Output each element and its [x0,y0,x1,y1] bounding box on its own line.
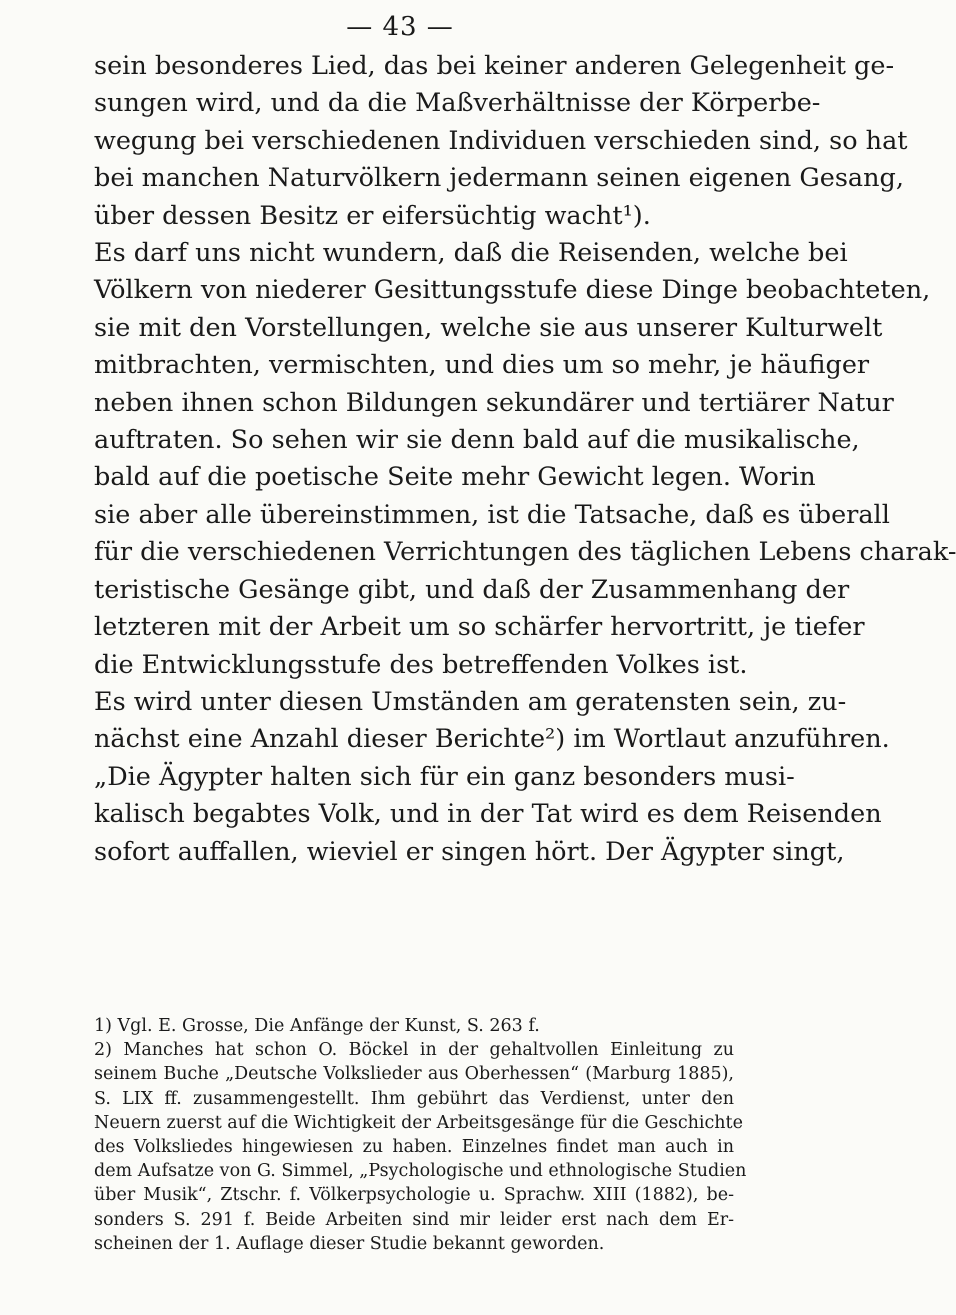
text-line: die Entwicklungsstufe des betreffenden Volkes ist. [94,649,748,680]
text-line: auftraten. So sehen wir sie denn bald auf die musikalische, [94,425,860,456]
text-line: Es wird unter diesen Umständen am geratensten sein, zu- [94,686,847,717]
text-line: bei manchen Naturvölkern jedermann seinen eigenen Gesang, [94,163,904,194]
text-line: nächst eine Anzahl dieser Berichte²) im Wortlaut anzuführen. [94,724,890,755]
text-line: sie aber alle übereinstimmen, ist die Tatsache, daß es überall [94,499,890,530]
footnote-line: sonders S. 291 f. Beide Arbeiten sind mir leider erst nach dem Er- [94,1209,734,1230]
main-text [94,48,956,871]
text-line: Es darf uns nicht wundern, daß die Reisenden, welche bei [94,238,848,269]
text-line: wegung bei verschiedenen Individuen verschieden sind, so hat [94,125,908,156]
text-line: teristische Gesänge gibt, und daß der Zusammenhang der [94,574,850,605]
footnotes [94,1014,747,1256]
text-line: sie mit den Vorstellungen, welche sie aus unserer Kulturwelt [94,312,883,343]
text-line: mitbrachten, vermischten, und dies um so mehr, je häufiger [94,350,870,381]
text-line: letzteren mit der Arbeit um so schärfer hervortritt, je tiefer [94,612,865,643]
footnote-line: S. LIX ff. zusammengestellt. Ihm gebührt das Verdienst, unter den [94,1088,734,1109]
footnote-line: 2) Manches hat schon O. Böckel in der gehaltvollen Einleitung zu [94,1040,734,1061]
footnote-line: dem Aufsatze von G. Simmel, „Psychologische und ethnologische Studien [94,1161,747,1182]
footnote-line: seinem Buche „Deutsche Volkslieder aus Oberhessen“ (Marburg 1885), [94,1064,734,1085]
text-line: „Die Ägypter halten sich für ein ganz besonders musi- [94,761,795,792]
text-line: über dessen Besitz er eifersüchtig wacht¹). [94,200,651,231]
text-line: Völkern von niederer Gesittungsstufe diese Dinge beobachteten, [94,275,931,306]
text-line: sein besonderes Lied, das bei keiner anderen Gelegenheit ge- [94,51,895,81]
text-line: bald auf die poetische Seite mehr Gewicht legen. Worin [94,462,816,493]
footnote-line: des Volksliedes hingewiesen zu haben. Einzelnes findet man auch in [94,1137,734,1158]
footnote-line: scheinen der 1. Auflage dieser Studie bekannt geworden. [94,1233,605,1254]
page-number: — 43 — [346,12,454,42]
text-line: kalisch begabtes Volk, und in der Tat wird es dem Reisenden [94,799,882,830]
footnote-line: 1) Vgl. E. Grosse, Die Anfänge der Kunst, S. 263 f. [94,1016,540,1036]
text-line: für die verschiedenen Verrichtungen des täglichen Lebens charak- [94,537,956,568]
text-line: sofort auffallen, wieviel er singen hört. Der Ägypter singt, [94,836,845,867]
text-line: sungen wird, und da die Maßverhältnisse der Körperbe- [94,88,821,119]
footnote-line: Neuern zuerst auf die Wichtigkeit der Arbeitsgesänge für die Geschichte [94,1112,743,1133]
text-line: neben ihnen schon Bildungen sekundärer und tertiärer Natur [94,387,894,418]
footnote-line: über Musik“, Ztschr. f. Völkerpsychologie u. Sprachw. XIII (1882), be- [94,1185,734,1206]
